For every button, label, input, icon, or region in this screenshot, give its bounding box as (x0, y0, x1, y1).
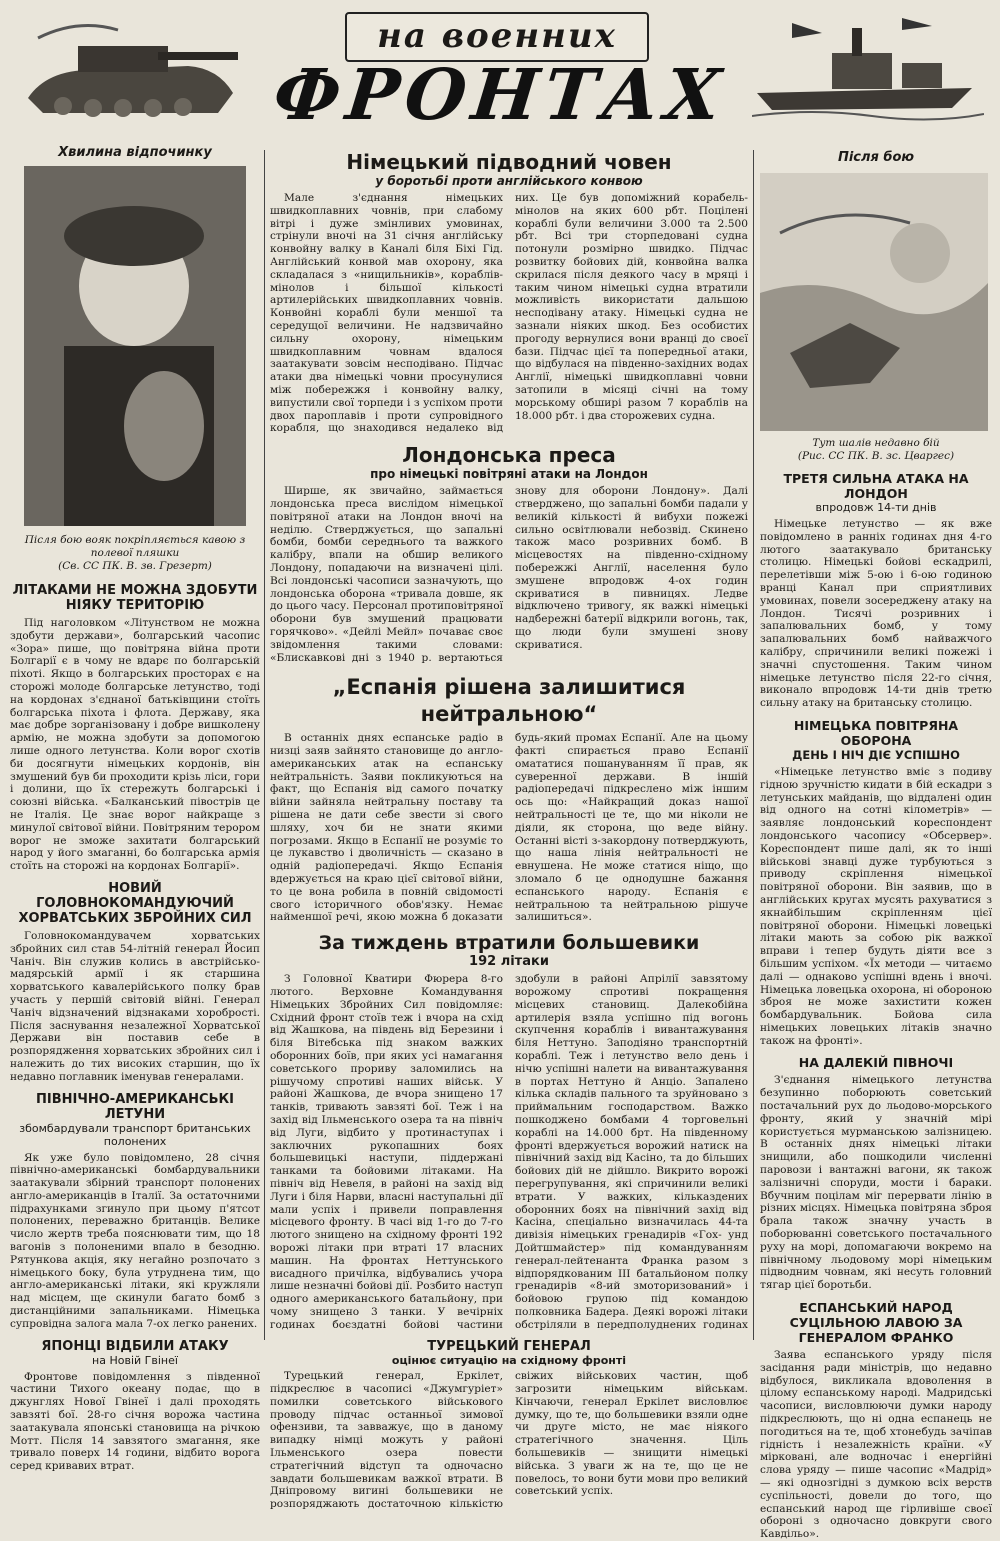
third-attack-subtitle: впродовж 14-ти днів (815, 501, 937, 514)
left-column (10, 145, 260, 1473)
bulgaria-title: ЛІТАКАМИ НЕ МОЖНА ЗДОБУТИ НІЯКУ ТЕРИТОРІЮ (12, 583, 258, 613)
photo-right-caption: Тут шалів недавно бій (812, 437, 940, 449)
submarine-title: Німецький підводний човен (346, 150, 672, 174)
american-pilots-title: ПІВНІЧНО-АМЕРИКАНСЬКІ ЛЕТУНИ (36, 1091, 234, 1122)
far-north-title: НА ДАЛЕКІЙ ПІВНОЧІ (798, 1055, 954, 1071)
column-divider-left (264, 150, 265, 1340)
air-defense-title: НІМЕЦЬКА ПОВІТРЯНА ОБОРОНА (793, 717, 959, 748)
photo-left-caption: Після бою вояк покріпляється кавою з полевої пляшки (24, 534, 246, 559)
submarine-text: Мале з'єднання німецьких швидкоплавних човнів, при слабому вітрі і дуже змінливих умовинах, стрінули вночі на 31 січня англійську конвойну валку в Каналі біля Біхі Гід. Англійський конвой мав охорону, яка складалася з «нищильників», кораблів-мінолов і більшої кількості артилерійських швидкоплавних човнів. Конвойні кораблі були меншої та середущої величини. Не надзвичайно сильну охорону, німецьким швидкоплавним човнам вдалося заатакувати зовсім несподівано. Підчас атаки два німецькі човни просунулися між побережжя і конвойну валку, випустили свої торпеди і з успіхом проти двох пароплавів і проти супровідного корабля, що знаходився недалеко від них. Це був допоміжний корабель-мінолов на яких 600 рбт. Поцілені кораблі були величини 3.000 та 2.500 рбт. Всі три сторпедовані судна потонули розмірно швидко. Підчас розвитку бойових дій, конвойна валка скрилася після деякого часу в мряці і таким чином німецькі судна втратили можливість використати дальшою несподівану атаку. Німецькі судна не зазнали ніяких шкод. Без особистих прогоду вернулися вони вранці до своєї бази. Підчас цієї та попередньої атаки, що відбулася на південно-західних водах Англії, німецькі швидкоплавні човни затопили в місяці січні на тому морському обширі разом 7 кораблів на 18.000 рбт. і два сторожевих судна. (270, 192, 748, 435)
london-press-subtitle: про німецькі повітряні атаки на Лондон (370, 467, 648, 482)
bulgaria-text: Під наголовком «Літунством не можна здобути держави», болгарський часопис «Зора» пише, що повітряна війна проти Болгарії є в чому не вдарє по болгарській піхоті. Якщо в болгарських просторах є на сторожі молоде болгарське летунство, тоді на кордонах з'єднаної батьківщини стоїть болгарська піхота і флота. Державу, яка має добре зорганізовану і добре вишколену армію, не можна здобути за допомогою лише одного летунства. Коли ворог схотів би досягнути німецьких кордонів, він змушений був би проходити крізь ліси, гори і долини, що їх стережуть болгарські і союзні війська. «Балканський півострів це не Італія. Це знає ворог найкраще з минулої світової війни. Повітряним терором ворог не зможе захитати болгарський народ у його змаганні, бо болгарська армія стоїть на сторожі на кордонах Болгарії». (10, 617, 260, 873)
air-defense-subtitle: ДЕНЬ І НІЧ ДІЄ УСПІШНО (792, 747, 960, 762)
photo-right-heading: Після бою (837, 150, 915, 165)
far-north-text: З'єднання німецького летунства безупинно поборюють советський постачальний рух до льодово-морського фронту, який у значній мірі користується мурманською залізницею. В останніх днях німецькі літаки знищили, або пошкодили численні паровози і вантажні вагони, як також залізничні споруди, мости і бараки. Вбучним поцілам міг перервати лінію в різних місцях. Німецька повітряна зброя брала також значну участь в поборюванні советського постачального руху на морі, допомагаючи вокремо на північному льодовому морі німецьким підводним човнам, які несуть головний тягар цієї боротьби. (760, 1074, 992, 1292)
soldier-drinking-photo (24, 166, 246, 526)
warship-illustration (752, 8, 984, 128)
photo-left-credit: (Св. СС ПК. В. зв. Грезерт) (58, 560, 212, 572)
spain-title: „Еспанія рішена залишитися нейтральною“ (332, 675, 686, 727)
turkish-subtitle: оцінює ситуацію на східному фронті (391, 1354, 627, 1368)
bolsheviks-subtitle: 192 літаки (469, 954, 549, 970)
column-divider-right (753, 150, 754, 1340)
japanese-text: Фронтове повідомлення з південної частини Тихого океану подає, що в джунглях Нової Гвінеї і далі проходять завзяті бої. 28-го січня ворожа частина заатакувала японські становища на річкою Мотт. Після 14 завзятого змагання, яке тривало поверх 14 години, відбито ворога серед кривавих втрат. (10, 1370, 260, 1473)
masthead (0, 0, 1000, 140)
submarine-subtitle: у боротьбі проти англійського конвою (375, 174, 643, 188)
spain-text: В останніх днях еспанське радіо в низці заяв зайнято становище до англо-американських атак на еспанську нейтральність. Заяви покликуються на факт, що Еспанія від самого початку війни зайняла нейтральну поставу та рішена не дати себе звести зі свого шляху, хоч би не знати якими погрозами. Якщо в Еспанії не розуміє то це лукавство і дволичність — сказано в одній радіопередачі. Якщо Еспанія вдержується на краю цієї світової війни, то це вона робила в повній свідомості свого історичного обов'язку. Немає найменшої речі, якою можна б доказати будь-який промах Еспанії. Але на цьому факті спирається право Еспанії омататися пошануванням її прав, як суверенної держави. В іншій радіопередачі підкреслено між іншим ось що: «Найкращий доказ нашої нейтральності це те, що ми ніколи не діяли, як сторона, що веде війну. Останні вісті з-закордону потверджують, що наша лінія нейтральності не евнушена. Не може статися ніщо, що зломало б це однодушне бажання еспанського народу. Еспанія є нейтральною та нейтральною рішуче залишиться». (270, 732, 748, 924)
battlefield-drawing (760, 173, 988, 431)
bolsheviks-title: За тиждень втратили большевики (318, 932, 700, 955)
third-attack-text: Німецьке летунство — як вже повідомлено в ранніх годинах дня 4-го лютого заатакувало британську столицю. Німецькі бойові ескадрилі, перелетівши між 5-ою і 6-ою годиною вранці Канал при сприятливих умовинах, повели зосереджену атаку на Лондон. Тисячі розривних і запалювальних бомб, у тому запалювальних бомб найважчого калібру, спричинили великі пожежі і значні спустошення. Таким чином німецьке летунство після 22-го січня, виконало впродовж 14-ти днів третю сильну атаку на британську столицю. (760, 518, 992, 710)
london-press-text: Ширше, як звичайно, займається лондонська преса вислідом німецької повітряної атаки на Лондон вночі на неділю. Стверджується, що запальні бомби, бомби середнього та важкого калібру, впали на обшир великого Лондону, попадаючи на визначені цілі. Всі лондонські часописи зазначують, що лондонська оборона «тривала довше, як до цього часу. Персонал протиповітряної оборони був змушений працювати горячково». «Дейлі Мейл» почаває своє звідомлення такими словами: «Блискавкові дні з 1940 р. вертаються знову для оборони Лондону». Далі стверджено, що запальні бомби падали у великій кількості й вибухи пожежі сильно освітлювали небозвід. Скинено також масо розривних бомб. В місцевостях на південно-східному побережжі Англії, населення було змушене впродовж 4-ох годин скриватися в пивницях. Ледве відключено тривогу, як важкі німецькі надбережні батерії відкрили вогонь, так, що люди були змушені знову скриватися. (270, 485, 748, 664)
american-pilots-subtitle: збомбардували транспорт британських полонених (19, 1121, 251, 1148)
tank-illustration (18, 8, 248, 128)
london-press-title: Лондонська преса (402, 443, 616, 468)
photo-right-credit: (Рис. СС ПК. В. зс. Цваргес) (797, 450, 955, 462)
center-column (270, 150, 748, 1511)
american-pilots-text: Як уже було повідомлено, 28 січня північно-американські бомбардувальники заатакували збірний транспорт полонених англо-американців в Італії. За остаточними підрахунками згинуло при цьому п'ятсот полонених, переважно британців. Велике число жертв треба пояснювати тим, що 18 вагонів з полоненими впало в безодню. Рятункова акція, яку негайно розпочато з німецького боку, була утруднена тим, що англо-американські літаки, які кружляли над місцем, ще скинули багато бомб з дистанційними запальниками. Німецька супровідна залога мала 7-ох легко ранених. (10, 1151, 260, 1330)
bolsheviks-text: З Головної Кватири Фюрера 8-го лютого. Верховне Командування Німецьких Збройних Сил повідомляє: Східний фронт стоїв теж і вчора на схід від Жашкова, на південь від Березини і біля Вітебська під знаком важких оборонних боїв, при яких усі намагання советського прориву заломились на рішучому спротиві наших військ. У районі Жашкова, де вчора знищено 17 танків, тривають завзяті бої. Теж і на захід від Ільменського озера та на північ від Луги, відбито у протинаступах і заключних рукопашних боях большевицькі наступи, піддержані танками та бойовими літаками. На північ від Невеля, в районі на захід від Луги і біля Нарви, власні наступальні дії мали успіх і привели поправлення місцевого фронту. В часі від 1-го до 7-го лютого знищено на східному фронті 192 ворожі літаки при втраті 17 власних машин. На фронтах Неттунського висадного причілка, відбувались учора лише незначні бойові дії. Розбито наступ одного американського батальйону, при чому знищено 3 танки. У вечірніх годинах боєздатні бойові частини здобули в районі Апрілії завзятому ворожому спротиві покращення місцевих становищ. Далекобійна артилерія взяла успішно під вогонь скупчення кораблів і вивантажування біля Неттуно. Заподіяно транспортній кораблі. Теж і летунство вело день і нічю успішні налети на вивантажування в портах Неттуно й Анціо. Запалено кілька складів пального та зруйновано з приймальним господарством. Важко пошкоджено бомбами 4 торговельні кораблі на 14.000 брт. На південному фронті вдержується ворожий натиск на північний захід від Касіно, та до більших бойових дій не дійшло. Викрито ворожі перегрупування, які спричинили великі втрати. У важких, кільказдених оборонних боях на північний захід від Касіна, спеціально визначилась 44-та дивізія німецьких гренадирів «Гох- унд Дойтшмайстер» під командуванням генерал-лейтенанта Франка разом з відпорядкованим ІІІ батальйоном полку гренадирів «8-ий змоторизований» і бойовою групою під командою полковника Бадера. Деякі ворожі літаки обстріляли в передполуднених годинах (270, 973, 748, 1331)
right-column (760, 150, 992, 1541)
turkish-text: Турецький генерал, Еркілет, підкреслює в часописі «Джумгуріет» помилки советського військового проводу підчас останньої зимової офензиви, та завважує, що в даному випадку німці можуть у районі Ільменського озера повести стратегічний відступ та одночасно завдати большевикам важкої втрати. В Дніпровому вигині большевики не розпоряджають достаточною кількістю свіжих військових частин, щоб загрозити німецьким військам. Кінчаючи, генерал Еркілет висловлює думку, що те, що большевики взяли одне чи друге місто, не має ніякого стратегічного значення. Ціль большевиків — знищити німецькі війська. З уваги ж на те, що це не повелось, то вони бути мови про великий советський успіх. (270, 1370, 748, 1511)
japanese-subtitle: на Новій Гвінеї (92, 1353, 178, 1367)
air-defense-text: «Німецьке летунство вміє з подиву гідною зручністю кидати в бій ескадри з летунських майданів, що віддалені один від одного на сотні кілометрів» — заявляє лондонський кореспондент лондонського часопису «Обсервер». Кореспондент пише далі, як то інші військові знавці дуже турбуються з приводу скріплення німецької повітряної оборони. Він заявив, що в англійських кругах мусять рахуватися з якнайбільшим скріпленням цієї повітряної оборони. Німецькі ловецькі літаки мають за собою рік важкої вправи і тепер будуть діяти все з більшим успіхом. «Їх методи — читаємо далі — однаково успішні вдень і вночі. Німецька ловецька охорона, ні обороною зброя не може захистити кожен бомбардувальник. Бойова сила німецьких ловецьких літаків значно також на фронті». (760, 765, 992, 1047)
croatia-text: Головнокомандувачем хорватських збройних сил став 54-літній генерал Йосип Чаніч. Він служив колись в австрійсько-мадярській армії і як старшина хорватського кавалерійського полку брав участь у першій світовій війні. Генерал Чаніч відзначений відзнаками хоробрості. Після заснування незалежної Хорватської Держави він поставив себе в розпорядження хорватських збройних сил і належить до тих високих старшин, що їх недавно поглавник іменував генералами. (10, 929, 260, 1083)
japanese-title: ЯПОНЦІ ВІДБИЛИ АТАКУ (41, 1338, 229, 1354)
turkish-title: ТУРЕЦЬКИЙ ГЕНЕРАЛ (427, 1339, 591, 1355)
spanish-people-text: Заява еспанського уряду після засідання ради міністрів, що недавно відбулося, викликала вдоволення в цілому еспанському народі. Мадридські часописи, висловлюючи думки народу підкреслюють, що ні одна еспанець не погодиться на те, щоб хтонебудь зачіпав гідність і незалежність країни. «У мірковані, але водночас і енергійні слова уряду — пише часопис «Мадрід» — які однозгідні з думкою всіх верств суспільності, довели до того, що еспанський народ ще гірливіше своєї обороні з одночасно довкруги свого Кавдільо». (760, 1349, 992, 1541)
masthead-title-top: на военних (345, 12, 649, 62)
third-attack-title: ТРЕТЯ СИЛЬНА АТАКА НА ЛОНДОН (783, 471, 969, 501)
photo-left-heading: Хвилина відпочинку (58, 145, 212, 160)
spanish-people-title: ЕСПАНСЬКИЙ НАРОД СУЦІЛЬНОЮ ЛАВОЮ ЗА ГЕНЕРАЛОМ ФРАНКО (789, 1300, 963, 1346)
croatia-title: НОВИЙ ГОЛОВНОКОМАНДУЮЧИЙ ХОРВАТСЬКИХ ЗБРОЙНИХ СИЛ (18, 880, 252, 926)
masthead-title-main: ФРОНТАХ (269, 53, 731, 136)
